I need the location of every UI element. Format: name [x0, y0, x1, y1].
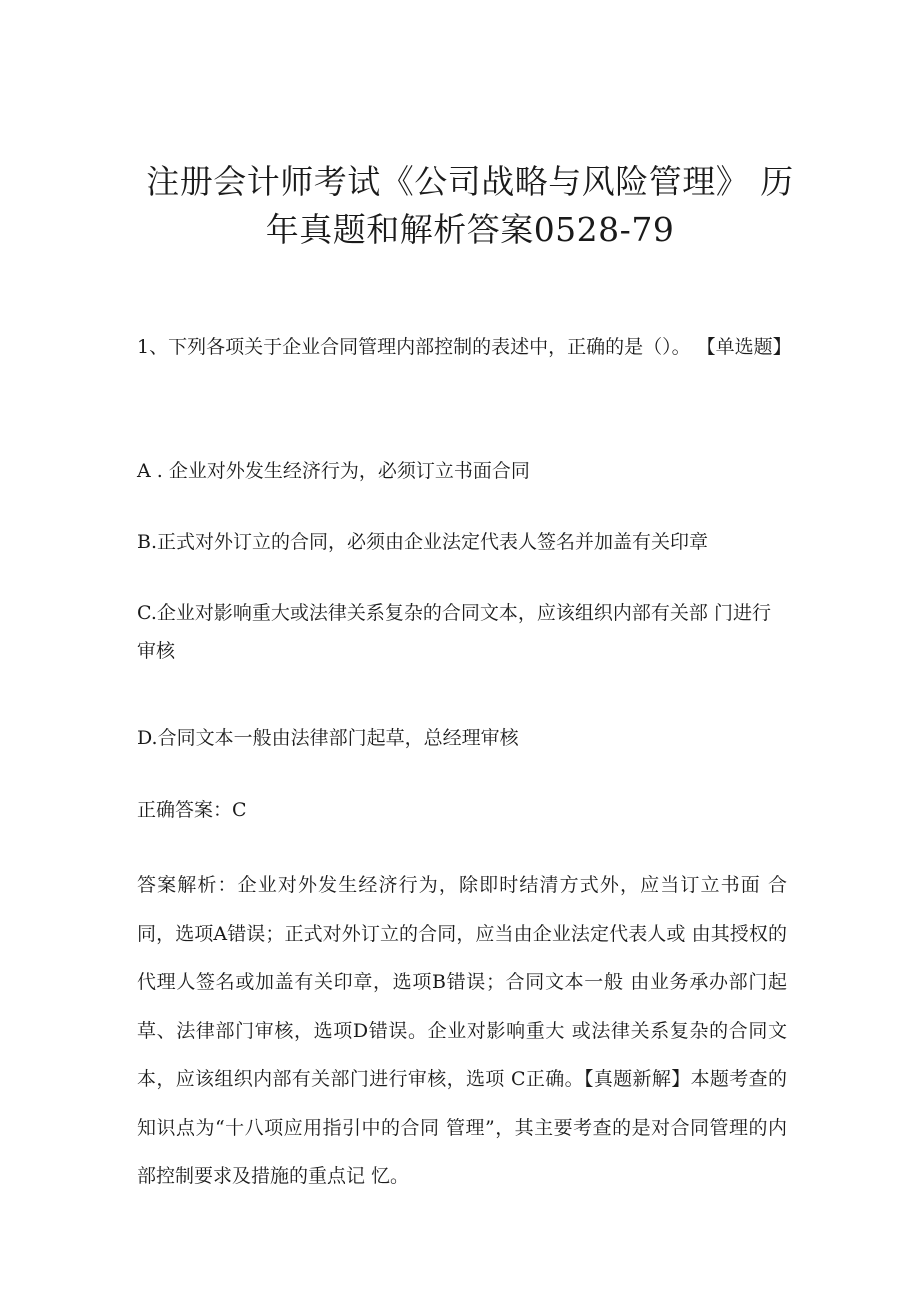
answer-analysis: 答案解析：企业对外发生经济行为，除即时结清方式外，应当订立书面 合同，选项A错误；正式对外订立的合同，应当由企业法定代表人或 由其授权的代理人签名或加盖有关印章，选项B错误；合同文本一般 由业务承办部门起草、法律部门审核，选项D错误。企业对影响重大 或法律关系复杂的合同文本，应该组织内部有关部门进行审核，选项 C正确。【真题新解】本题考查的知识点为“十八项应用指引中的合同 管理”，其主要考查的是对合同管理的内部控制要求及措施的重点记 忆。 — [137, 874, 787, 1187]
page-title — [140, 158, 800, 254]
option-d: D.合同文本一般由法律部门起草，总经理审核 — [137, 727, 519, 749]
option-c: C.企业对影响重大或法律关系复杂的合同文本，应该组织内部有关部 门进行审核 — [137, 602, 771, 662]
option-a: A . 企业对外发生经济行为，必须订立书面合同 — [137, 460, 530, 482]
title-line-2: 年真题和解析答案0528-79 — [265, 210, 675, 249]
question-stem: 1、下列各项关于企业合同管理内部控制的表述中，正确的是（）。 【单选题】 — [137, 336, 792, 358]
title-line-1: 注册会计师考试《公司战略与风险管理》 历 — [146, 162, 794, 201]
option-b: B.正式对外订立的合同，必须由企业法定代表人签名并加盖有关印章 — [137, 531, 709, 553]
correct-answer: 正确答案：C — [137, 799, 247, 821]
